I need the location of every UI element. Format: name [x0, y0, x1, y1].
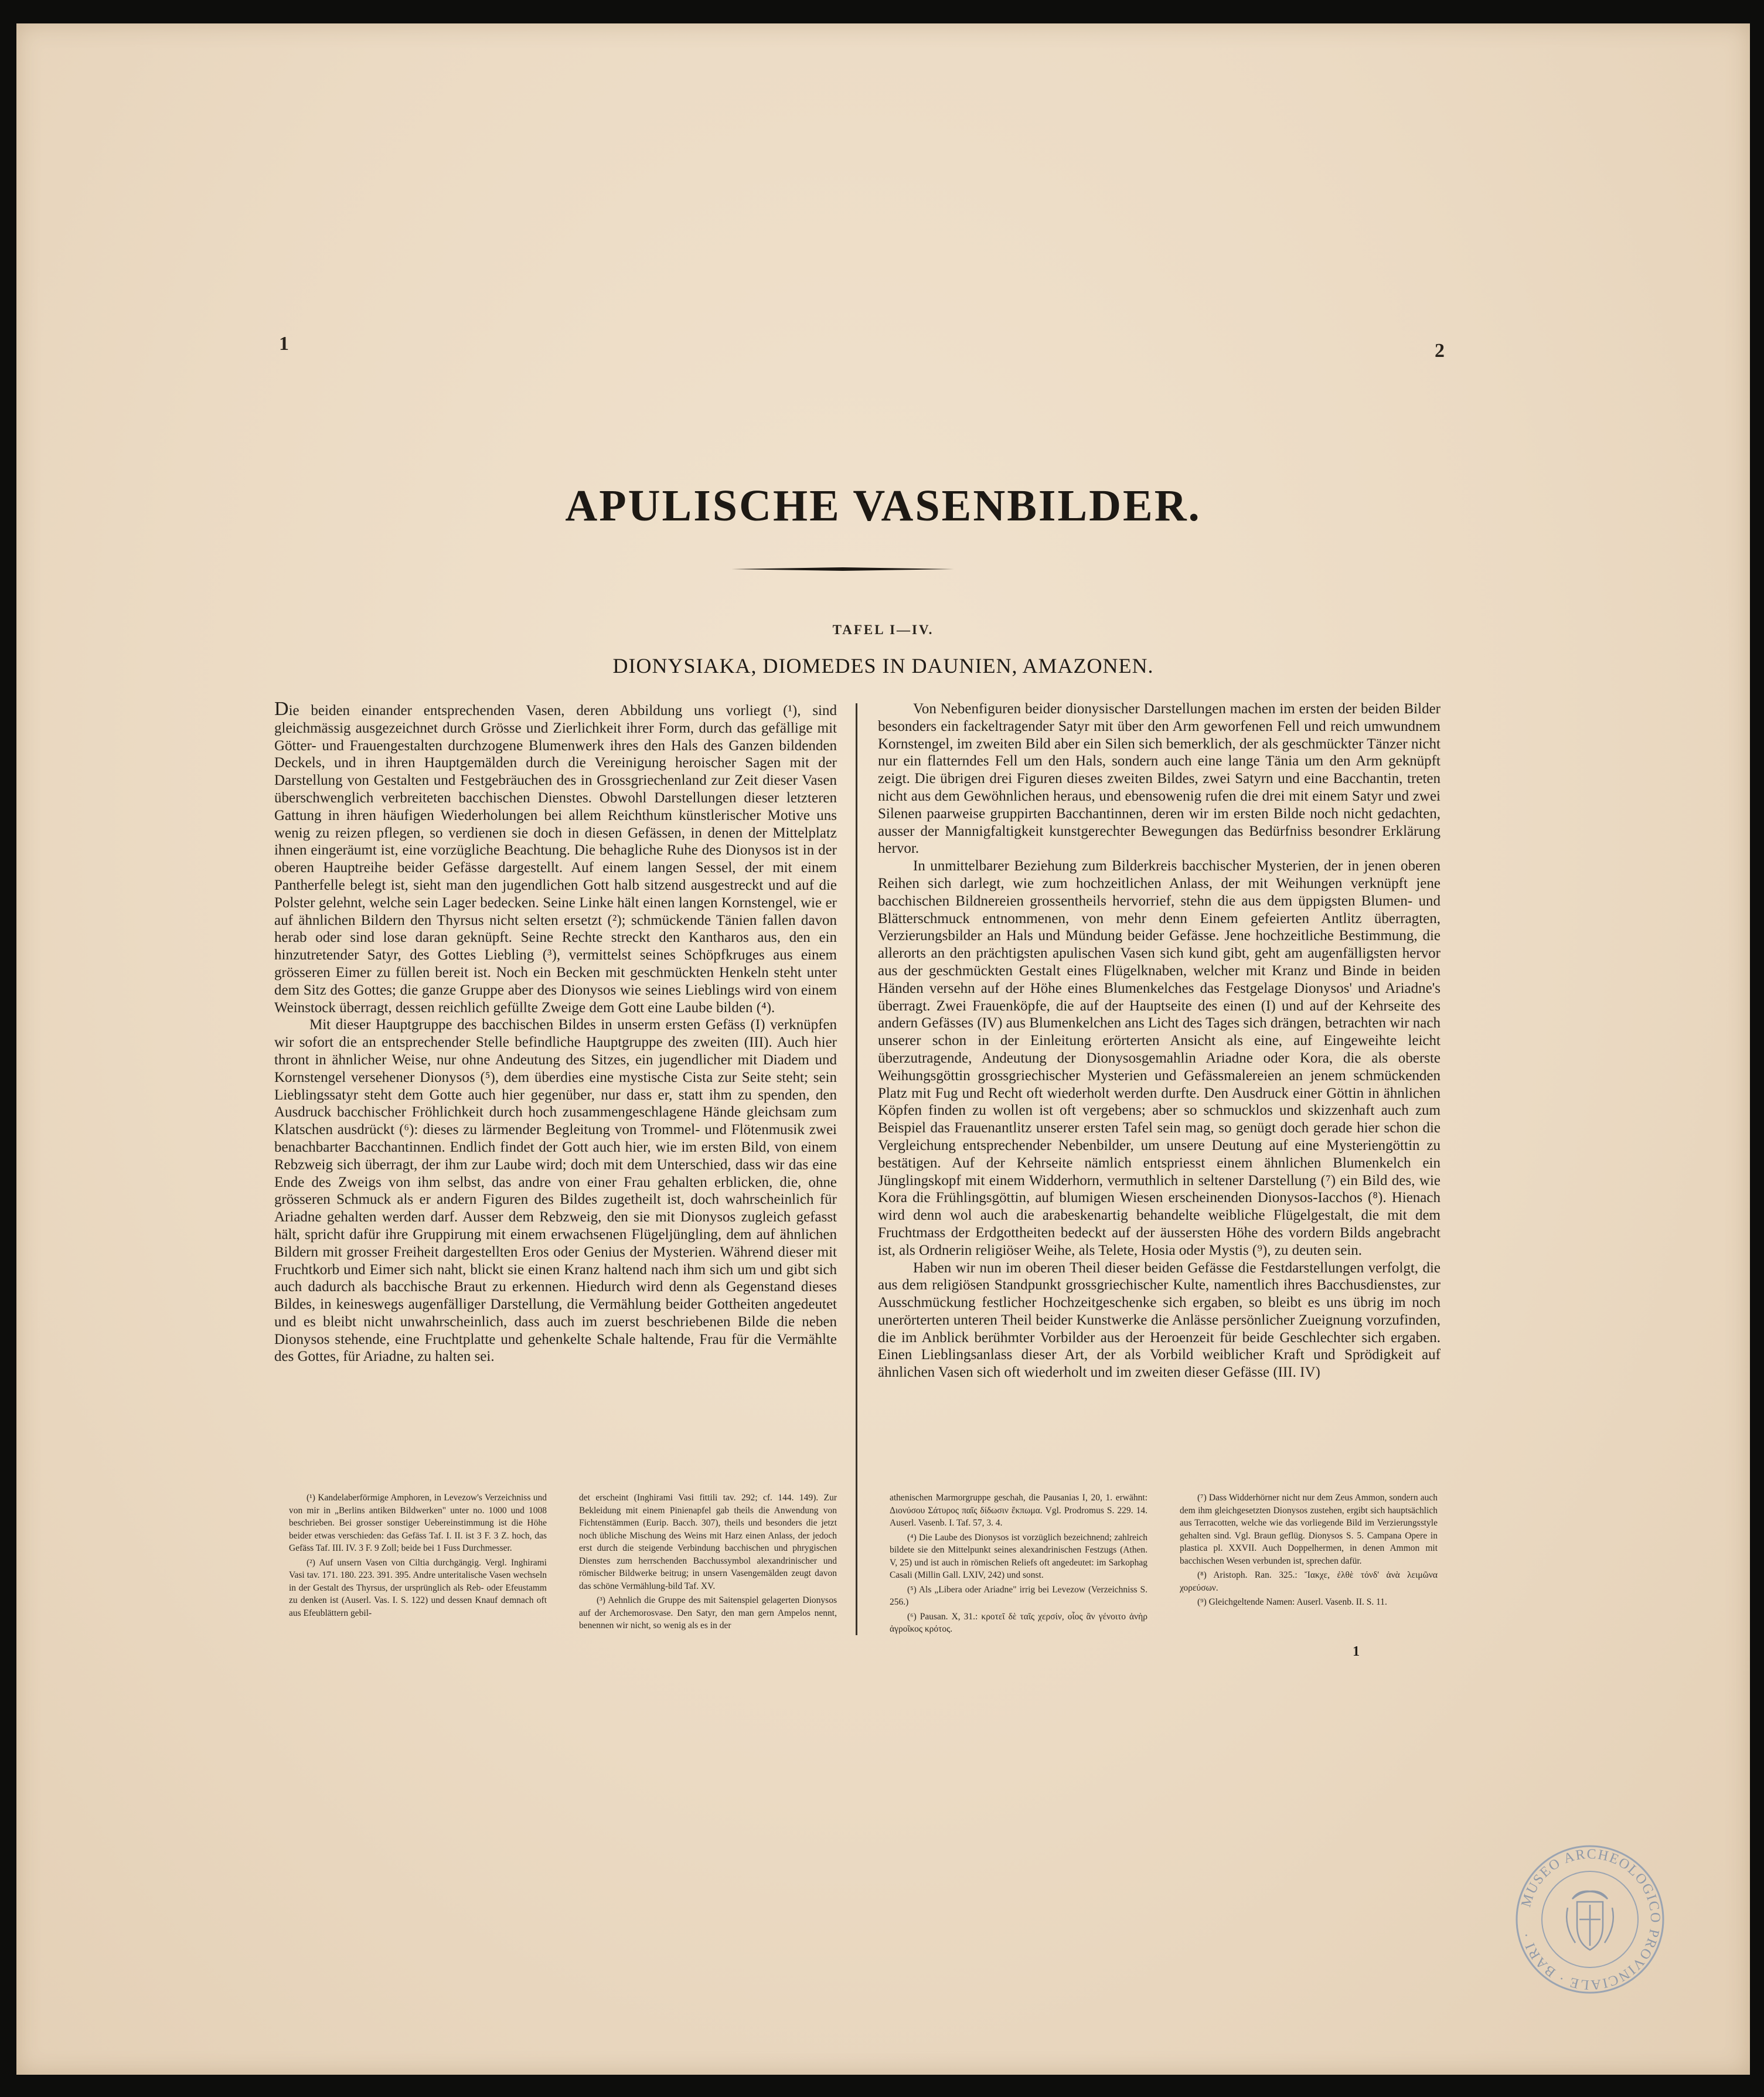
footnote: (⁶) Pausan. X, 31.: κροτεῖ δὲ ταῖς χερσίν, οἷος ἂν γένοιτο ἀνὴρ ἀγροῖκος κρότος. — [890, 1611, 1147, 1634]
stamp-ring-text: MUSEO ARCHEOLOGICO PROVINCIALE · BARI · — [1518, 1846, 1663, 1993]
museum-stamp — [1514, 1843, 1666, 1996]
page-number-left: 1 — [279, 333, 289, 355]
footnotes-column-1 — [289, 1492, 547, 1621]
page-title: APULISCHE VASENBILDER. — [565, 481, 1201, 530]
footnote: det erscheint (Inghirami Vasi fittili tav. 292; cf. 144. 149). Zur Bekleidung mit einem Pinienapfel gab theils die Anwendung von Fichtenstämmen (Eurip. Bacch. 307), theils und besonders die jetzt noch übliche Mischung des Weins mit Harz einen Anlass, der jedoch erst durch die steigende Verbindung bacchischen und phrygischen Dienstes zum herrschenden Bacchussymbol alexandrinischer und römischer Bildwerke beitrug; in unsern Vasengemälden zeugt davon das schöne Vermählung-bild Taf. XV. — [579, 1493, 837, 1591]
paragraph-text: ie beiden einander entsprechenden Vasen, deren Abbildung uns vorliegt (¹), sind gleichmässig ausgezeichnet durch Grösse und Zierlichkeit ihrer Form, durch das gefällige mit Götter- und Frauengestalten durchzogene Blumenwerk ihres den Hals des Ganzen bildenden Deckels, und in ihren Hauptgemälden durch die Vereinigung heroischer Sagen mit der Darstellung von Gestalten und Festgebräuchen des in Grossgriechenland zur Zeit dieser Vasen überschwenglich verbreiteten bacchischen Dienstes. Obwohl Darstellungen dieser letzteren Gattung in ihren häufigen Wiederholungen bei allem Reichthum künstlerischer Motive uns wenig zu reizen pflegen, so verdienen sie doch in diesen Gefässen, in denen der Mittelplatz ihnen eingeräumt ist, eine vorzügliche Beachtung. Die behagliche Ruhe des Dionysos ist in der oberen Hauptreihe beider Gefässe dargestellt. Auf einem langen Sessel, der mit einem Pantherfelle belegt ist, sieht man den jugendlichen Gott halb sitzend ausgestreckt und auf die Polster gelehnt, welche sein Lager bedecken. Seine Linke hält einen langen Kornstengel, wie er auf ähnlichen Bildern den Thyrsus nicht selten ersetzt (²); schmückende Tänien fallen davon herab oder sind lose daran geknüpft. Seine Rechte streckt den Kantharos aus, den ein hinzutretender Satyr, des Gottes Liebling (³), vermittelst seines Schöpfkruges aus einem grösseren Eimer zu füllen bereit ist. Noch ein Becken mit geschmückten Henkeln steht unter dem Sitz des Gottes; die ganze Gruppe aber des Dionysos wie seines Lieblings wird von einem Weinstock überragt, dessen reichlich gefüllte Zweige dem Gott eine Laube bilden (⁴). — [274, 703, 837, 1016]
footnotes-column-3 — [890, 1492, 1147, 1638]
sheet-signature-number: 1 — [1353, 1644, 1360, 1659]
footnotes-column-4 — [1180, 1492, 1438, 1611]
footnote: (⁹) Gleichgeltende Namen: Auserl. Vasenb. II. S. 11. — [1197, 1597, 1387, 1607]
footnote: (⁸) Aristoph. Ran. 325.: Ἴακχε, ἐλθὲ τόνδ' ἀνὰ λειμῶνα χορεύσων. — [1180, 1570, 1438, 1593]
document-sheet — [16, 23, 1750, 2075]
text-column-left — [274, 700, 837, 1366]
footnote: (⁴) Die Laube des Dionysos ist vorzüglich bezeichnend; zahlreich bildete sie den Mittelpunkt seines alexandrinischen Festzugs (Athen. V, 25) und ist auch in römischen Reliefs oft angedeutet: im Sarkophag Casali (Millin Gall. LXIV, 242) und sonst. — [890, 1532, 1147, 1580]
footnote: (¹) Kandelaberförmige Amphoren, in Levezow's Verzeichniss und von mir in „Berlins antiken Bildwerken" unter no. 1000 und 1008 beschrieben. Bei grosser sonstiger Uebereinstimmung ist die Höhe beider etwas verschieden: das Gefäss Taf. I. II. ist 3 F. 3 Z. hoch, das Gefäss Taf. III. IV. 3 F. 9 Zoll; beide bei 1 Fuss Durchmesser. — [289, 1493, 547, 1553]
column-divider — [856, 703, 857, 1635]
footnote: (³) Aehnlich die Gruppe des mit Saitenspiel gelagerten Dionysos auf der Archemorosvase. Den Satyr, den man gern Ampelos nennt, benennen wir nicht, so wenig als es in der — [579, 1595, 837, 1630]
paragraph: Von Nebenfiguren beider dionysischer Darstellungen machen im ersten der beiden Bilder besonders ein fackeltragender Satyr mit über den Arm geworfenen Fell und reich umwundnem Kornstengel, im zweiten Bild aber ein Silen sich bemerklich, der als geschmückter Tänzer nicht nur ein flatterndes Fell um den Hals, sondern auch eine lange Tänia um den Arm geknüpft zeigt. Die übrigen drei Figuren dieses zweiten Bildes, zwei Satyrn und eine Bacchantin, treten nicht aus dem Gewöhnlichen heraus, und ebensowenig rufen die drei mit einem Satyr und zwei Silenen paarweise gruppirten Bacchantinnen, deren wir im ersten Bilde noch nicht gedachten, ausser der Mannigfaltigkeit kunstgerechter Bewegungen das Bedürfniss besondrer Erklärung hervor. — [878, 701, 1441, 857]
plate-label: TAFEL I—IV. — [832, 622, 934, 637]
page-number-right: 2 — [1435, 340, 1445, 362]
footnote: athenischen Marmorgruppe geschah, die Pausanias I, 20, 1. erwähnt: Διονύσου Σάτυρος παῖς δίδωσιν ἔκπωμα. Vgl. Prodromus S. 229. 14. Auserl. Vasenb. I. Taf. 57, 3. 4. — [890, 1493, 1147, 1528]
paragraph — [274, 700, 837, 1016]
paragraph: Haben wir nun im oberen Theil dieser beiden Gefässe die Festdarstellungen verfolgt, die aus dem religiösen Standpunkt grossgriechischer Kulte, namentlich ihres Bacchusdienstes, zur Ausschmückung festlicher Hochzeitgeschenke sich ergaben, so bleibt es uns übrig im noch unerörterten unteren Theil beider Kunstwerke die Anlässe persönlicher Zueignung vorzufinden, die im Anblick berühmter Vorbilder aus der Heroenzeit für beide Geschlechter sich ergaben. Einen Lieblingsanlass dieser Art, der als Vorbild weiblicher Kraft und Sprödigkeit auf ähnlichen Vasen sich oft wiederholt und im zweiten dieser Gefässe (III. IV) — [878, 1259, 1441, 1381]
footnotes-column-2 — [579, 1492, 837, 1634]
paragraph: In unmittelbarer Beziehung zum Bilderkreis bacchischer Mysterien, der in jenen oberen Reihen sich darlegt, wie zum hochzeitlichen Anlass, der mit Weihungen verknüpft jene bacchischen Bildnereien grossentheils hervorrief, stehn die aus dem üppigsten Blumen- und Blätterschmuck entnommenen, von mehr denn Einem gefeierten Antlitz überragten, Verzierungsbilder an Hals und Mündung beider Gefässe. Jene hochzeitliche Bestimmung, die allerorts an den prächtigsten apulischen Vasen sich kund gibt, geht am augenfälligsten hervor aus der geschmückten Gestalt eines Flügelknaben, welcher mit Kranz und Binde in beiden Händen versehn auf der Höhe eines Blumenkelches das Festgelage Dionysos' und Ariadne's überragt. Zwei Frauenköpfe, die auf der Hauptseite des einen (I) und auf der Kehrseite des andern Gefässes (IV) aus Blumenkelchen ans Licht des Tages sich drängen, betrachten wir nach unserer schon in der Einleitung erörterten Ansicht als eine, auf Eingeweihte leicht überzutragende, Andeutung der Dionysosgemahlin Ariadne oder Kora, die als oberste Weihungsgöttin grossgriechischer Mysterien und Gefässmalereien an jenem schmückenden Platz mit Fug und Recht oft wiederholt werden durfte. Den Ausdruck einer Göttin in ähnlichen Köpfen finden zu wollen ist oft vergebens; aber so schmucklos und skizzenhaft auch zum Beispiel das Frauenantlitz unserer ersten Tafel sein mag, so genügt doch gerade hier schon die Vergleichung entsprechender Nebenbilder, um unsere Deutung auf eine Mysteriengöttin zu bestätigen. Auf der Kehrseite nämlich entspriesst einem ähnlichen Blumenkelch ein Jünglingskopf mit einem Widderhorn, vermuthlich in seltener Darstellung (⁷) ein Bild des, wie Kora die Frühlingsgöttin, auf blumigen Wiesen erscheinenden Dionysos-Iacchos (⁸). Hienach wird denn wol auch die arabeskenartig behandelte weibliche Flügelgestalt, die mit dem Fruchtmass der Erdgottheiten bedeckt auf der äussersten Höhe des vordern Bilds angebracht ist, als Ordnerin religiöser Weihe, als Telete, Hosia oder Mystis (⁹), zu deuten sein. — [878, 858, 1441, 1258]
section-subtitle: DIONYSIAKA, DIOMEDES IN DAUNIEN, AMAZONEN. — [612, 654, 1154, 678]
title-rule — [731, 567, 954, 571]
footnote: (⁷) Dass Widderhörner nicht nur dem Zeus Ammon, sondern auch dem ihm gleichgesetzten Dionysos zustehen, ergibt sich hauptsächlich aus Terracotten, welche wie das vorliegende Bild im Verzierungsstyle gehalten sind. Vgl. Braun geflüg. Dionysos S. 5. Campana Opere in plastica pl. XXVII. Auch Doppelhermen, in denen Ammon mit bacchischen Wesen verbunden ist, sprechen dafür. — [1180, 1493, 1438, 1566]
coat-of-arms-icon — [1567, 1891, 1613, 1950]
text-column-right — [878, 700, 1441, 1381]
footnote: (⁵) Als „Libera oder Ariadne" irrig bei Levezow (Verzeichniss S. 256.) — [890, 1584, 1147, 1607]
paragraph: Mit dieser Hauptgruppe des bacchischen Bildes in unserm ersten Gefäss (I) verknüpfen wir sofort die an entsprechender Stelle befindliche Hauptgruppe des zweiten (III). Auch hier thront in ähnlicher Weise, nur ohne Andeutung des Sitzes, ein jugendlicher mit Diadem und Kornstengel versehener Dionysos (⁵), dem überdies eine mystische Cista zur Seite steht; sein Lieblingssatyr steht dem Gotte auch hier gegenüber, nur dass er, statt ihm zu spenden, den Ausdruck bacchischer Fröhlichkeit durch hoch zusammengeschlagene Hände gleichsam zum Klatschen ausdrückt (⁶): dieses zu lärmender Begleitung von Trommel- und Flötenmusik zwei benachbarter Bacchantinnen. Endlich findet der Gott auch hier, wie im ersten Bild, von einem Rebzweig sich überragt, der ihm zur Laube wird; doch mit dem Unterschied, dass wir das eine Ende des Zweigs von ihm selbst, das andre von einer Frau gehalten erblicken, die, ohne grösseren Schmuck als er andern Figuren des Bildes zugetheilt ist, doch wahrscheinlich für Ariadne gehalten werden darf. Ausser dem Rebzweig, den sie mit Dionysos zugleich gefasst hält, spricht dafür ihre Gruppirung mit einem erwachsenen Flügeljüngling, dem auf ähnlichen Bildern mit grosser Freiheit dargestellten Eros oder Genius der Mysterien. Während dieser mit Fruchtkorb und Eimer sich naht, blickt sie einen Kranz haltend nach ihm sich um und gibt sich auch dadurch als bacchische Braut zu erkennen. Hiedurch wird denn als Gegenstand dieses Bildes, in keineswegs augenfälliger Darstellung, die Vermählung beider Gottheiten angedeutet und es bleibt nicht unwahrscheinlich, dass auch im zuerst beschriebenen Bilde die neben Dionysos stehende, eine Fruchtplatte und gehenkelte Schale haltende, Frau für die Vermählte des Gottes, für Ariadne, zu halten sei. — [274, 1017, 837, 1365]
drop-cap: D — [274, 698, 289, 720]
footnote: (²) Auf unsern Vasen von Ciltia durchgängig. Vergl. Inghirami Vasi tav. 171. 180. 223. 391. 395. Andre unteritalische Vasen wechseln in der Gestalt des Thyrsus, der ursprünglich als Reb- oder Efeustamm zu denken ist (Auserl. Vas. I. S. 122) und dessen Knauf demnach oft aus Efeublättern gebil- — [289, 1557, 547, 1618]
